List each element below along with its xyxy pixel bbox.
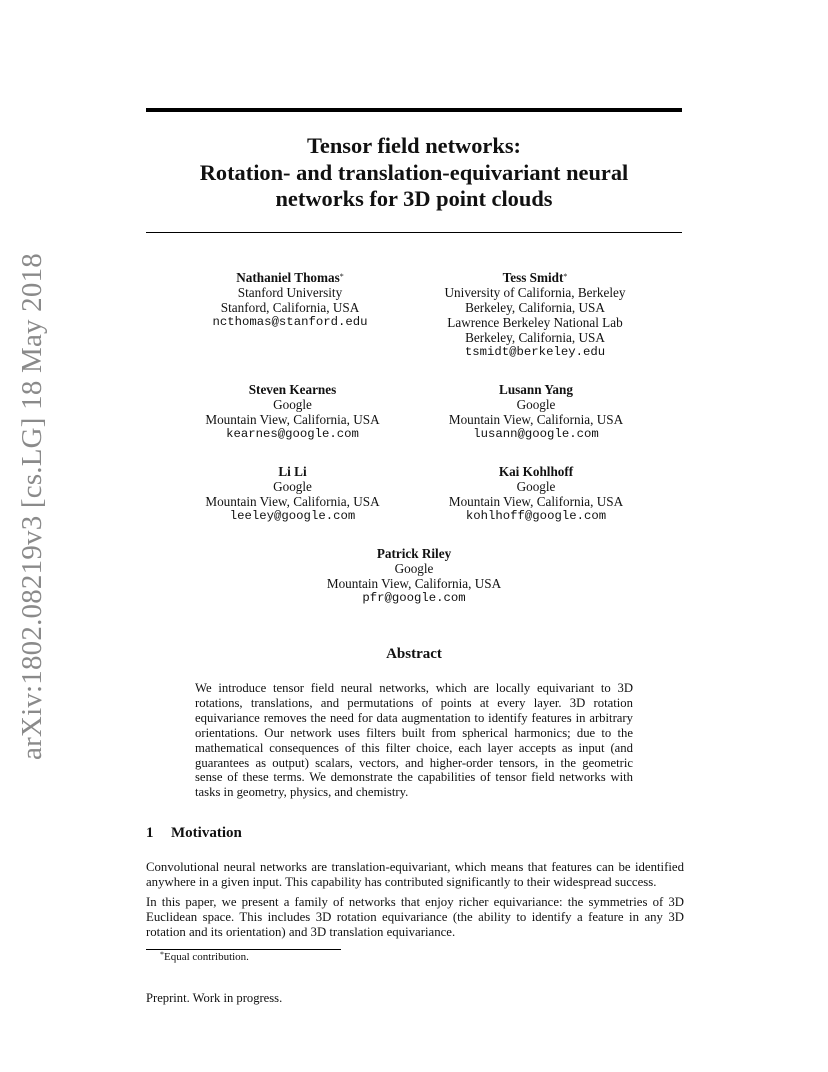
author-affiliation: Berkeley, California, USA [465,300,605,315]
abstract-text: We introduce tensor field neural networks, which are locally equivariant to 3D rotations, translations, and permutations of points at every layer. 3D rotation equivariance removes the need for data augmentation to identify features in arbitrary orientations. Our network uses filters built from spherical harmonics; due to the mathematical consequences of this filter choice, each layer accepts as input (and guarantees as output) scalars, vectors, and higher-order tensors, in the geometric sense of these terms. We demonstrate the capabilities of tensor field networks with tasks in geometry, physics, and chemistry. [195,681,633,800]
author-affiliation: Mountain View, California, USA [205,412,380,427]
author-name: Tess Smidt [502,270,564,285]
title-line-3: networks for 3D point clouds [275,186,553,211]
section-number: 1 [146,825,154,841]
title-line-2: Rotation- and translation-equivariant neural [199,159,629,185]
author-affiliation: University of California, Berkeley [444,285,626,300]
abstract-heading: Abstract [386,646,442,662]
author-affiliation: Mountain View, California, USA [326,576,502,591]
author-affiliation: Mountain View, California, USA [448,412,624,427]
footnote-text: Equal contribution. [164,951,249,963]
author-email[interactable]: kohlhoff@google.com [465,509,607,523]
footnote [160,951,249,963]
author-block-kearnes [190,382,395,442]
arxiv-identifier-stamp: arXiv:1802.08219v3 [cs.LG] 18 May 2018 [16,253,48,760]
author-email[interactable]: tsmidt@berkeley.edu [464,345,606,359]
author-affiliation: Stanford University [237,285,343,300]
author-block-smidt [420,270,650,360]
footnote-mark: * [160,950,164,959]
author-block-yang [435,382,637,442]
author-name: Lusann Yang [499,382,573,397]
footnote-rule [146,949,341,950]
paper-title [146,133,682,213]
equal-contribution-mark: * [563,272,568,281]
author-email[interactable]: kearnes@google.com [226,427,359,441]
author-affiliation: Google [516,397,556,412]
body-paragraph: In this paper, we present a family of networks that enjoy richer equivariance: the symmetries of 3D Euclidean space. This includes 3D rotation equivariance (the ability to identify a feature in any 3D rotation and its orientation) and 3D translation equivariance. [146,895,684,939]
author-affiliation: Mountain View, California, USA [205,494,380,509]
title-bottom-rule [146,232,682,233]
author-email[interactable]: lusann@google.com [473,427,599,441]
author-affiliation: Berkeley, California, USA [465,330,605,345]
author-affiliation: Google [516,479,556,494]
author-name: Li Li [278,464,307,479]
author-email[interactable]: ncthomas@stanford.edu [212,315,368,329]
equal-contribution-mark: * [339,272,344,281]
author-affiliation: Stanford, California, USA [220,300,360,315]
author-affiliation: Mountain View, California, USA [448,494,624,509]
author-block-thomas [190,270,390,330]
author-name: Steven Kearnes [248,382,337,397]
preprint-note: Preprint. Work in progress. [146,991,283,1005]
title-line-1: Tensor field networks: [307,133,521,158]
author-block-li [190,464,395,524]
author-name: Nathaniel Thomas [236,270,340,285]
author-email[interactable]: leeley@google.com [229,509,356,523]
body-paragraph: Convolutional neural networks are translation-equivariant, which means that features can be identified anywhere in a given input. This capability has contributed significantly to their widespread success. [146,860,684,889]
author-affiliation: Google [394,561,434,576]
title-top-rule [146,108,682,112]
section-title: Motivation [171,825,242,841]
author-affiliation: Google [273,397,312,412]
author-email[interactable]: pfr@google.com [362,591,466,605]
author-block-riley [313,546,515,606]
author-affiliation: Lawrence Berkeley National Lab [447,315,623,330]
author-affiliation: Google [273,479,312,494]
author-block-kohlhoff [435,464,637,524]
section-heading [146,825,242,842]
author-name: Patrick Riley [376,546,452,561]
author-name: Kai Kohlhoff [498,464,574,479]
